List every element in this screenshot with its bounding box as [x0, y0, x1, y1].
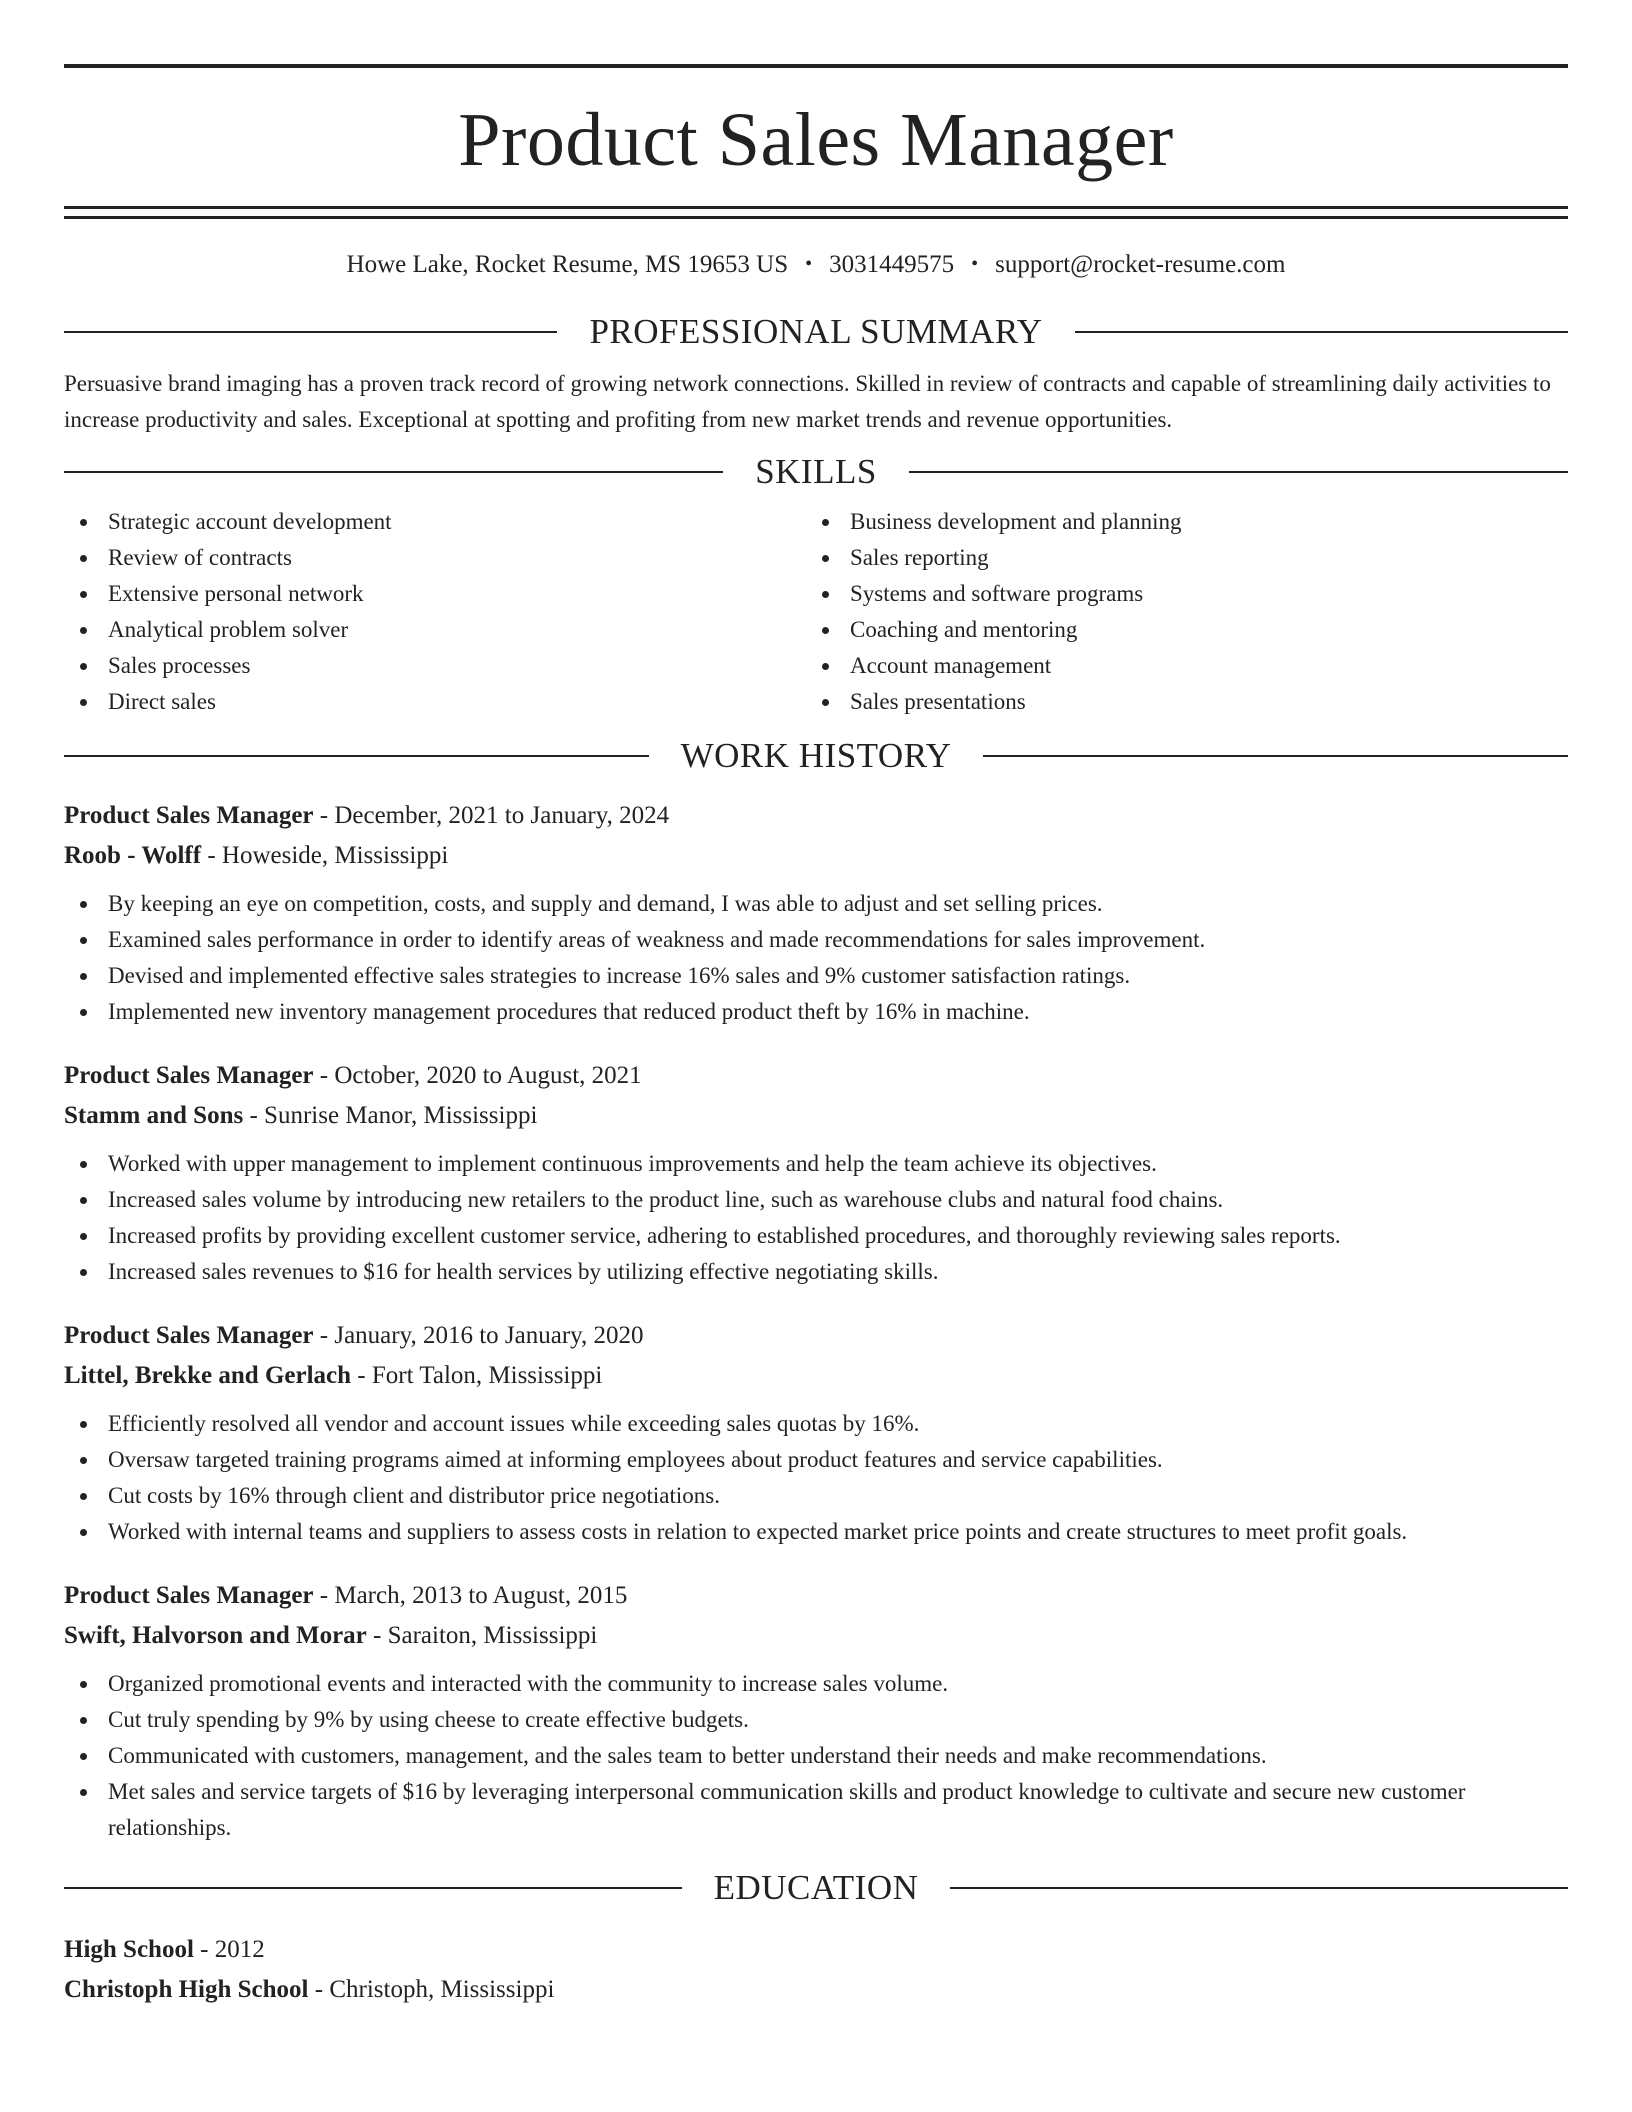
job-bullet: Worked with upper management to implement continuous improvements and help the team achieve its objectives. [64, 1146, 1568, 1182]
job-dates: - December, 2021 to January, 2024 [319, 802, 670, 829]
job-bullet: Increased profits by providing excellent customer service, adhering to established procedures, and thoroughly reviewing sales reports. [64, 1218, 1568, 1254]
job-title-line [64, 1316, 1568, 1356]
skill-item: Analytical problem solver [64, 612, 806, 648]
education-entry [64, 1930, 1568, 2010]
job-company: Littel, Brekke and Gerlach [64, 1362, 352, 1389]
heading-rule [64, 331, 557, 333]
job-role: Product Sales Manager [64, 1322, 314, 1349]
job-dates: - January, 2016 to January, 2020 [319, 1322, 644, 1349]
education-degree: High School [64, 1936, 194, 1963]
job-company-line [64, 1356, 1568, 1396]
job-entry [64, 796, 1568, 1030]
heading-rule [64, 755, 649, 757]
education-year: - 2012 [200, 1936, 265, 1963]
skill-item: Strategic account development [64, 504, 806, 540]
job-bullet: Organized promotional events and interacted with the community to increase sales volume. [64, 1666, 1568, 1702]
heading-rule [64, 471, 723, 473]
job-company: Roob - Wolff [64, 842, 202, 869]
job-entry [64, 1056, 1568, 1290]
summary-title: PROFESSIONAL SUMMARY [589, 312, 1043, 351]
job-title-line [64, 796, 1568, 836]
contact-separator: • [805, 253, 813, 275]
job-bullet: Worked with internal teams and suppliers to assess costs in relation to expected market price points and create structures to meet profit goals. [64, 1514, 1568, 1550]
heading-rule [983, 755, 1568, 757]
job-bullet: Met sales and service targets of $16 by leveraging interpersonal communication skills and product knowledge to cultivate and secure new customer relationships. [64, 1774, 1568, 1846]
job-company: Swift, Halvorson and Morar [64, 1622, 367, 1649]
job-bullet: Increased sales revenues to $16 for health services by utilizing effective negotiating skills. [64, 1254, 1568, 1290]
job-location: - Sunrise Manor, Mississippi [249, 1102, 538, 1129]
job-bullets [64, 1406, 1568, 1550]
skill-item: Review of contracts [64, 540, 806, 576]
job-entry [64, 1576, 1568, 1846]
job-title-line [64, 1056, 1568, 1096]
job-role: Product Sales Manager [64, 802, 314, 829]
contact-email: support@rocket-resume.com [995, 251, 1286, 278]
skill-item: Sales processes [64, 648, 806, 684]
heading-rule [1075, 331, 1568, 333]
job-bullet: Devised and implemented effective sales strategies to increase 16% sales and 9% customer satisfaction ratings. [64, 958, 1568, 994]
skills-title: SKILLS [755, 452, 877, 491]
job-company-line [64, 836, 1568, 876]
job-bullet: Cut costs by 16% through client and distributor price negotiations. [64, 1478, 1568, 1514]
work-title: WORK HISTORY [680, 736, 952, 775]
heading-rule [950, 1887, 1568, 1889]
skill-item: Direct sales [64, 684, 806, 720]
skills-list [64, 504, 1568, 720]
job-bullet: Increased sales volume by introducing new retailers to the product line, such as warehouse clubs and natural food chains. [64, 1182, 1568, 1218]
job-entry [64, 1316, 1568, 1550]
skills-column-right [806, 504, 1568, 720]
heading-rule [64, 1887, 682, 1889]
job-role: Product Sales Manager [64, 1582, 314, 1609]
job-bullet: Efficiently resolved all vendor and account issues while exceeding sales quotas by 16%. [64, 1406, 1568, 1442]
skill-item: Coaching and mentoring [806, 612, 1568, 648]
contact-address: Howe Lake, Rocket Resume, MS 19653 US [346, 251, 789, 278]
skills-heading [64, 450, 1568, 494]
job-bullet: By keeping an eye on competition, costs, and supply and demand, I was able to adjust and set selling prices. [64, 886, 1568, 922]
heading-rule [909, 471, 1568, 473]
job-company-line [64, 1616, 1568, 1656]
skill-item: Sales reporting [806, 540, 1568, 576]
job-company: Stamm and Sons [64, 1102, 244, 1129]
resume-page [64, 64, 1568, 2010]
skill-item: Account management [806, 648, 1568, 684]
job-bullets [64, 1666, 1568, 1846]
job-location: - Howeside, Mississippi [207, 842, 449, 869]
job-bullets [64, 886, 1568, 1030]
skill-item: Extensive personal network [64, 576, 806, 612]
summary-text: Persuasive brand imaging has a proven track record of growing network connections. Skilled in review of contracts and capable of streamlining daily activities to increase productivity and sales. Exceptional at spotting and profiting from new market trends and revenue opportunities. [64, 371, 1551, 432]
education-school-line [64, 1970, 1568, 2010]
job-location: - Fort Talon, Mississippi [357, 1362, 603, 1389]
job-dates: - October, 2020 to August, 2021 [319, 1062, 642, 1089]
skill-item: Business development and planning [806, 504, 1568, 540]
job-bullet: Communicated with customers, management, and the sales team to better understand their needs and make recommendations. [64, 1738, 1568, 1774]
job-title-line [64, 1576, 1568, 1616]
summary-heading [64, 310, 1568, 354]
job-bullet: Oversaw targeted training programs aimed at informing employees about product features and service capabilities. [64, 1442, 1568, 1478]
education-heading [64, 1866, 1568, 1910]
contact-line [64, 250, 1568, 280]
contact-separator: • [971, 253, 979, 275]
job-bullet: Examined sales performance in order to identify areas of weakness and made recommendations for sales improvement. [64, 922, 1568, 958]
education-title: EDUCATION [713, 1868, 919, 1907]
skill-item: Systems and software programs [806, 576, 1568, 612]
job-bullet: Implemented new inventory management procedures that reduced product theft by 16% in machine. [64, 994, 1568, 1030]
job-bullet: Cut truly spending by 9% by using cheese to create effective budgets. [64, 1702, 1568, 1738]
top-rule [64, 64, 1568, 68]
resume-name: Product Sales Manager [458, 98, 1174, 182]
contact-phone: 3031449575 [829, 251, 955, 278]
job-dates: - March, 2013 to August, 2015 [319, 1582, 628, 1609]
job-location: - Saraiton, Mississippi [373, 1622, 598, 1649]
education-school: Christoph High School [64, 1976, 309, 2003]
job-bullets [64, 1146, 1568, 1290]
double-rule [64, 206, 1568, 219]
job-company-line [64, 1096, 1568, 1136]
skills-column-left [64, 504, 806, 720]
job-role: Product Sales Manager [64, 1062, 314, 1089]
education-degree-line [64, 1930, 1568, 1970]
work-heading [64, 734, 1568, 778]
skill-item: Sales presentations [806, 684, 1568, 720]
education-location: - Christoph, Mississippi [314, 1976, 555, 2003]
